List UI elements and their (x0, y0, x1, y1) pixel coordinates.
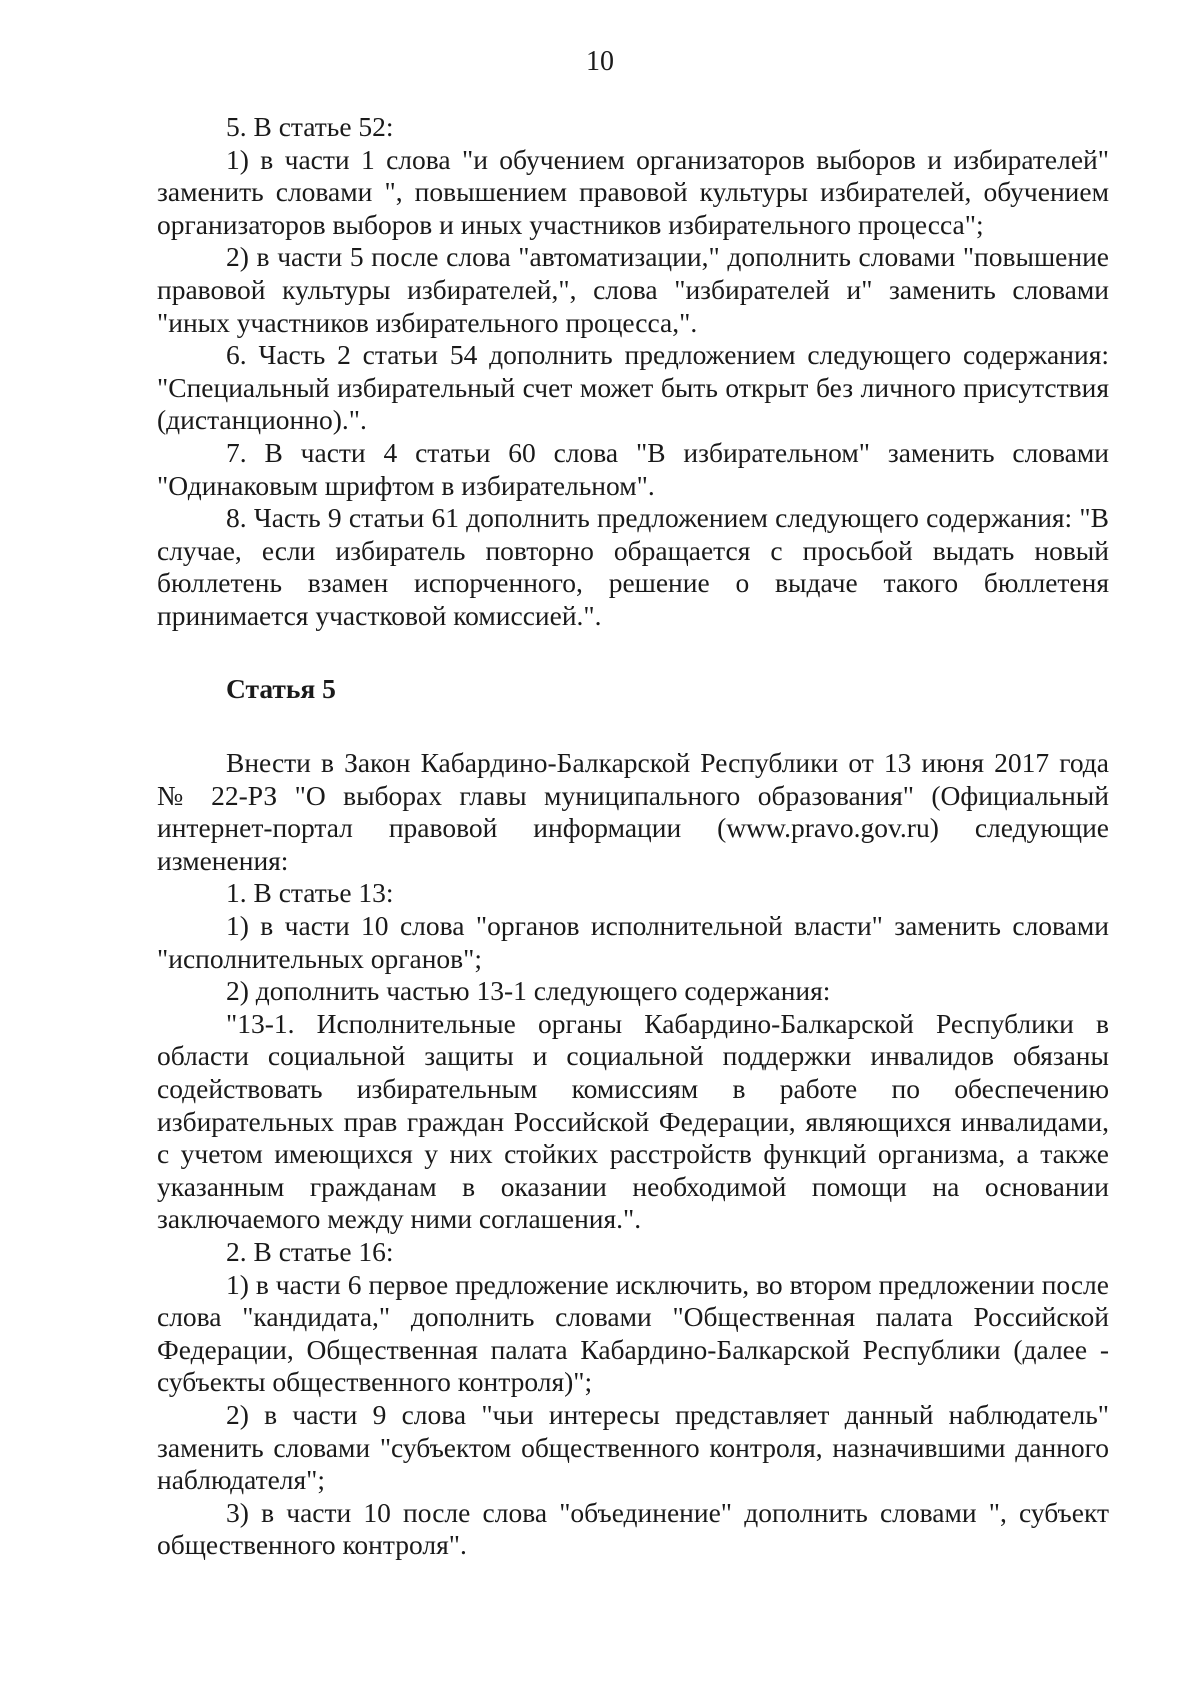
paragraph-item-5-1: 1) в части 1 слова "и обучением организаторов выборов и избирателей" заменить словами ", повышением правовой культуры избирателей, обучением организаторов выборов и иных участников избирательного процесса"; (157, 143, 1109, 240)
paragraph-art5-item-1-title: 1. В статье 13: (226, 877, 394, 909)
paragraph-art5-item-2-1: 1) в части 6 первое предложение исключить, во втором предложении после слова "кандидата," дополнить словами "Общественная палата Российской Федерации, Общественная палата Кабардино-Балкарской Республики (далее - субъекты общественного контроля)"; (157, 1268, 1109, 1398)
paragraph-art5-item-1-2: 2) дополнить частью 13-1 следующего содержания: (226, 975, 831, 1007)
paragraph-item-7: 7. В части 4 статьи 60 слова "В избирательном" заменить словами "Одинаковым шрифтом в избирательном". (157, 436, 1109, 501)
paragraph-art5-item-1-1: 1) в части 10 слова "органов исполнительной власти" заменить словами "исполнительных органов"; (157, 910, 1109, 974)
paragraph-item-8: 8. Часть 9 статьи 61 дополнить предложением следующего содержания: "В случае, если избиратель повторно обращается с просьбой выдать новый бюллетень взамен испорченного, решение о выдаче такого бюллетеня принимается участковой комиссией.". (157, 502, 1109, 631)
paragraph-item-6: 6. Часть 2 статьи 54 дополнить предложением следующего содержания: "Специальный избирательный счет может быть открыт без личного присутствия (дистанционно).". (157, 339, 1109, 436)
paragraph-item-5-2: 2) в части 5 после слова "автоматизации," дополнить словами "повышение правовой культуры избирателей,", слова "избирателей и" заменить словами "иных участников избирательного процесса,". (157, 241, 1109, 338)
paragraph-art5-item-2-2: 2) в части 9 слова "чьи интересы представляет данный наблюдатель" заменить словами "субъектом общественного контроля, назначившими данного наблюдателя"; (157, 1398, 1109, 1496)
paragraph-art5-item-2-3: 3) в части 10 после слова "объединение" дополнить словами ", субъект общественного контроля". (157, 1496, 1109, 1561)
paragraph-item-5-title: 5. В статье 52: (226, 111, 394, 142)
article-5-intro: Внести в Закон Кабардино-Балкарской Республики от 13 июня 2017 года № 22-РЗ "О выборах главы муниципального образования" (Официальный интернет-портал правовой информации (www.pravo.gov.ru) следующие изменения: (157, 747, 1109, 876)
page-number: 10 (586, 46, 614, 77)
document-body (157, 111, 1109, 1562)
paragraph-art5-item-2-title: 2. В статье 16: (226, 1236, 394, 1267)
article-5-heading: Статья 5 (226, 672, 336, 704)
paragraph-art5-item-1-quote: "13-1. Исполнительные органы Кабардино-Балкарской Республики в области социальной защиты и социальной поддержки инвалидов обязаны содействовать избирательным комиссиям в работе по обеспечению избирательных прав граждан Российской Федерации, являющихся инвалидами, с учетом имеющихся у них стойких расстройств функций организма, а также указанным гражданам в оказании необходимой помощи на основании заключаемого между ними соглашения.". (157, 1007, 1109, 1235)
